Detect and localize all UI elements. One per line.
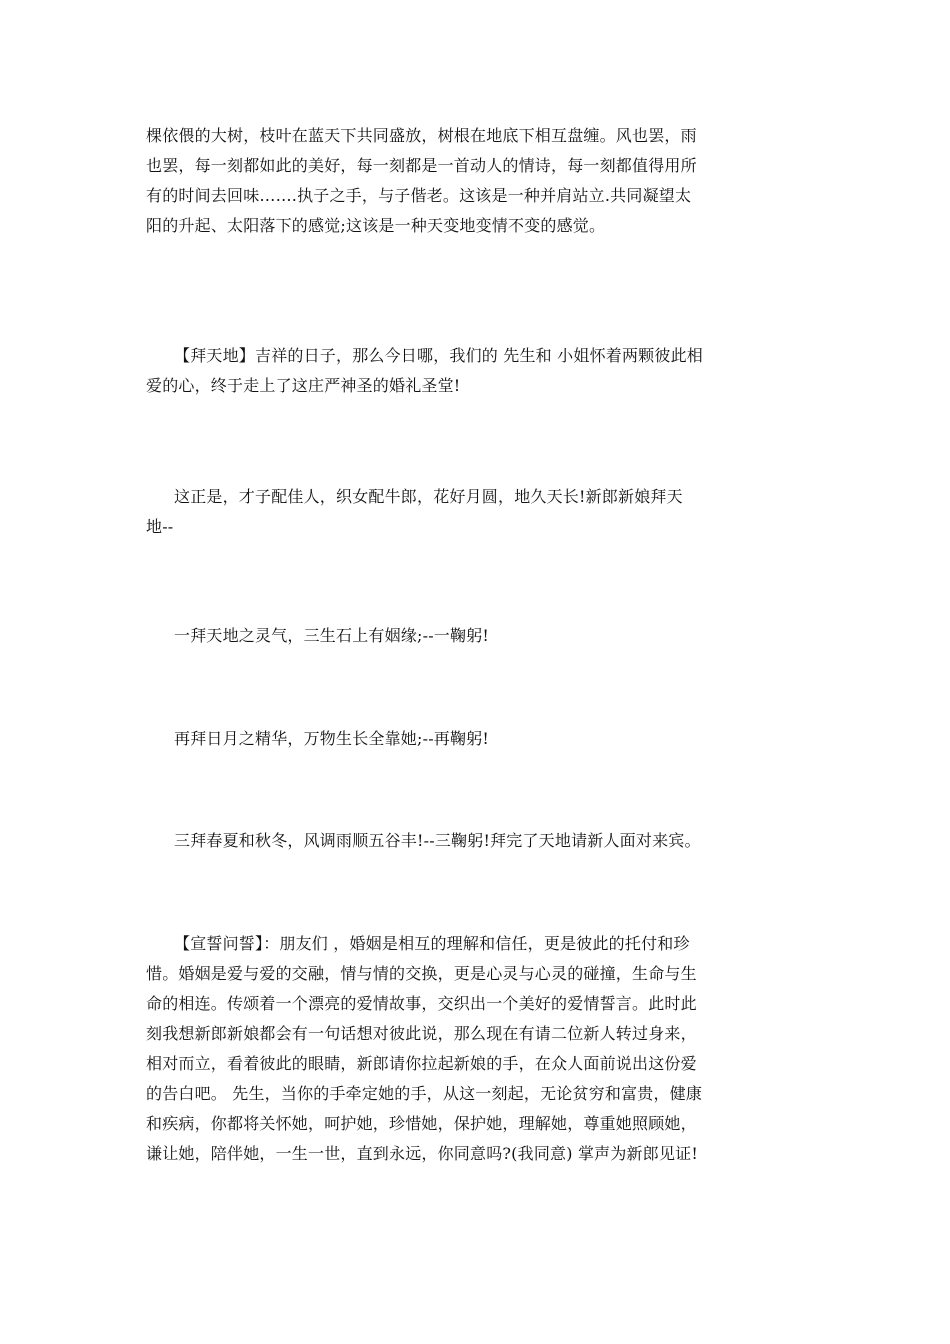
text-line: 地--	[146, 517, 174, 536]
text-line: 相对而立，看着彼此的眼睛，新郎请你拉起新娘的手，在众人面前说出这份爱	[146, 1054, 697, 1073]
text-line: 有的时间去回味…….执子之手，与子偕老。这该是一种并肩站立.共同凝望太	[146, 186, 692, 205]
paragraph-third-bow	[146, 826, 806, 856]
paragraph-perfect-match	[146, 482, 806, 542]
paragraph-second-bow	[146, 724, 806, 754]
text-line: 谦让她，陪伴她，一生一世，直到永远，你同意吗?(我同意) 掌声为新郎见证!	[146, 1144, 698, 1163]
paragraph-vows	[146, 929, 806, 1169]
text-line: 棵依偎的大树，枝叶在蓝天下共同盛放，树根在地底下相互盘缠。风也罢，雨	[146, 126, 697, 145]
text-line: 阳的升起、太阳落下的感觉;这该是一种天变地变情不变的感觉。	[146, 216, 606, 235]
text-line: 的告白吧。 先生，当你的手牵定她的手，从这一刻起，无论贫穷和富贵，健康	[146, 1084, 703, 1103]
text-line: 也罢，每一刻都如此的美好，每一刻都是一首动人的情诗，每一刻都值得用所	[146, 156, 697, 175]
text-line: 命的相连。传颂着一个漂亮的爱情故事，交织出一个美好的爱情誓言。此时此	[146, 994, 697, 1013]
text-line: 惜。婚姻是爱与爱的交融，情与情的交换，更是心灵与心灵的碰撞，生命与生	[146, 964, 697, 983]
paragraph-bai-tiandi	[146, 341, 806, 401]
text-line: 【宣誓问誓】：朋友们 ，婚姻是相互的理解和信任，更是彼此的托付和珍	[174, 934, 690, 953]
text-line: 刻我想新郎新娘都会有一句话想对彼此说，那么现在有请二位新人转过身来，	[146, 1024, 697, 1043]
text-line: 一拜天地之灵气，三生石上有姻缘;--一鞠躬!	[174, 626, 490, 645]
paragraph-first-bow	[146, 621, 806, 651]
paragraph-tree-metaphor	[146, 121, 806, 241]
text-line: 三拜春夏和秋冬，风调雨顺五谷丰!--三鞠躬!拜完了天地请新人面对来宾。	[174, 831, 701, 850]
text-line: 和疾病，你都将关怀她，呵护她，珍惜她，保护她，理解她，尊重她照顾她，	[146, 1114, 697, 1133]
text-line: 【拜天地】吉祥的日子，那么今日哪，我们的 先生和 小姐怀着两颗彼此相	[174, 346, 703, 365]
text-line: 这正是，才子配佳人，织女配牛郎，花好月圆，地久天长!新郎新娘拜天	[174, 487, 683, 506]
text-line: 爱的心，终于走上了这庄严神圣的婚礼圣堂!	[146, 376, 461, 395]
text-line: 再拜日月之精华，万物生长全靠她;--再鞠躬!	[174, 729, 490, 748]
